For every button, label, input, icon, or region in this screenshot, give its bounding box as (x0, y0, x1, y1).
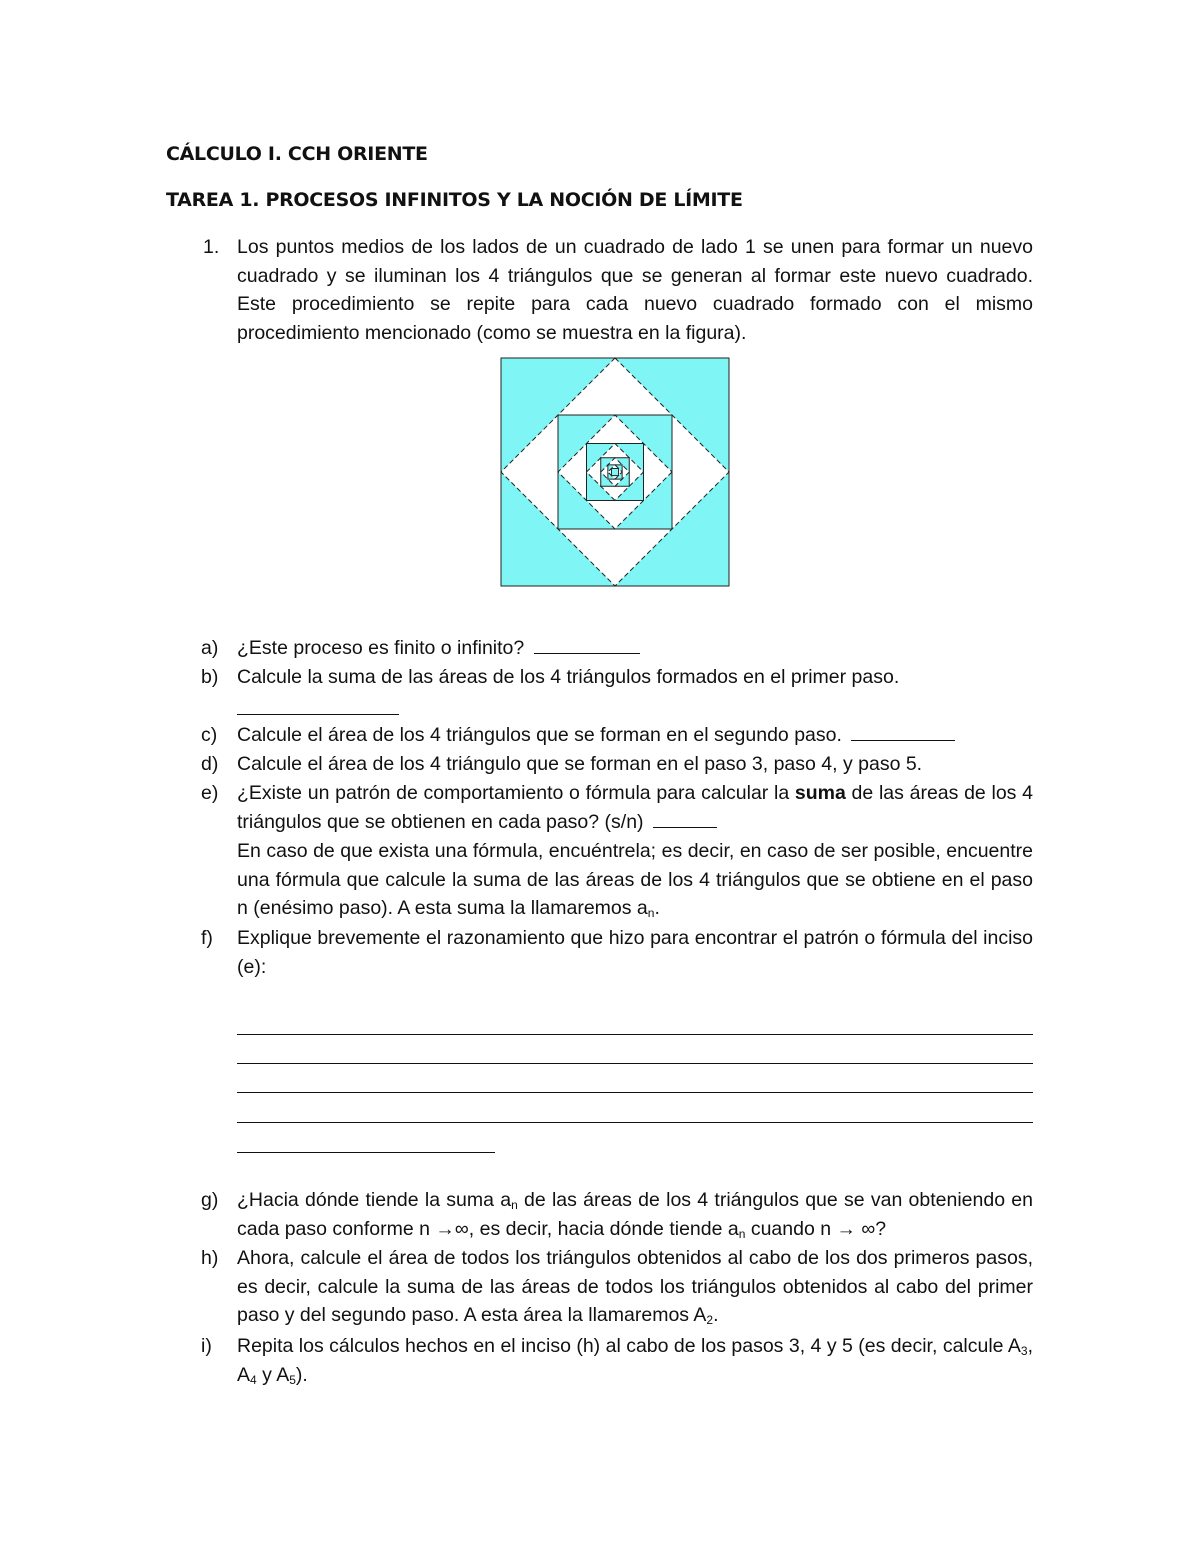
item-g (237, 1186, 1033, 1243)
item-i-t3: y A (256, 1363, 290, 1386)
item-e-text-pre: ¿Existe un patrón de comportamiento o fórmula para calcular la (237, 782, 795, 804)
item-d-text: Calcule el área de los 4 triángulo que se forman en el paso 3, paso 4, y paso 5. (237, 753, 923, 775)
item-i-label: i) (201, 1335, 212, 1357)
item-g-s1: n (511, 1198, 518, 1212)
document-title: CÁLCULO I. CCH ORIENTE (166, 143, 428, 165)
item-e-text-post: de las áreas de los 4 triángulos que se obtienen en cada paso? (s/n) (237, 782, 1033, 833)
item-h-t1: Ahora, calcule el área de todos los triángulos obtenidos al cabo de los dos primeros pasos, es decir, calcule la suma de las áreas de todos los triángulos obtenidos al cabo del primer paso y del segundo paso. A esta área la llamaremos A (237, 1247, 1033, 1326)
item-i-t4: ). (295, 1363, 308, 1386)
answer-blank-c[interactable] (851, 739, 955, 741)
item-e-text2: En caso de que exista una fórmula, encuéntrela; es decir, en caso de ser posible, encuentre una fórmula que calcule la suma de las áreas de los 4 triángulos que se obtiene en el paso n (enésimo paso). A esta suma la llamaremos a (237, 840, 1033, 919)
item-b-label: b) (201, 666, 219, 688)
item-g-t2: de las áreas de los 4 triángulos que se van obteniendo en cada paso conforme n →∞, es decir, hacia dónde tiende a (237, 1189, 1033, 1240)
item-f (237, 924, 1033, 981)
item-i-s2: 4 (250, 1372, 257, 1387)
item-g-label: g) (201, 1189, 219, 1211)
item-d-label: d) (201, 753, 219, 775)
item-e-sub-n: n (647, 906, 655, 920)
item-i-t1: Repita los cálculos hechos en el inciso (h) al cabo de los pasos 3, 4 y 5 (es decir, calcule A (237, 1335, 1021, 1357)
item-g-t3: cuando n → ∞? (745, 1217, 887, 1240)
item-e-text2-end: . (654, 897, 660, 919)
item-i (237, 1332, 1033, 1389)
item-a-text: ¿Este proceso es finito o infinito? (237, 637, 525, 659)
item-e-label: e) (201, 782, 219, 804)
item-h-s1: 2 (706, 1313, 714, 1327)
answer-line-f-2[interactable] (237, 1063, 1033, 1064)
item-g-t1: ¿Hacia dónde tiende la suma a (237, 1189, 512, 1211)
item-i-t2: , A (237, 1335, 1033, 1386)
answer-line-f-5[interactable] (237, 1152, 495, 1153)
item-b (237, 663, 1033, 692)
answer-line-f-4[interactable] (237, 1122, 1033, 1123)
item-f-text: Explique brevemente el razonamiento que hizo para encontrar el patrón o fórmula del inciso (e): (237, 927, 1033, 978)
item-c-text: Calcule el área de los 4 triángulos que se forman en el segundo paso. (237, 724, 842, 746)
item-e-part2 (237, 837, 1033, 923)
nested-square-10 (611, 468, 618, 475)
item-i-s1: 3 (1020, 1344, 1028, 1358)
item-d (237, 750, 1033, 779)
item-a (237, 634, 1033, 663)
document-subtitle: TAREA 1. PROCESOS INFINITOS Y LA NOCIÓN DE LÍMITE (166, 189, 743, 211)
item-h-t2: . (713, 1304, 719, 1326)
item-i-s3: 5 (289, 1372, 296, 1387)
item-h-label: h) (201, 1247, 219, 1269)
answer-line-f-1[interactable] (237, 1034, 1033, 1035)
item-h (237, 1244, 1033, 1330)
problem-statement: Los puntos medios de los lados de un cuadrado de lado 1 se unen para formar un nuevo cuadrado y se iluminan los 4 triángulos que se generan al formar este nuevo cuadrado. Este procedimiento se repite para cada nuevo cuadrado formado con el mismo procedimiento mencionado (como se muestra en la figura). (237, 236, 1033, 344)
nested-squares-figure (499, 356, 731, 588)
item-g-s2: n (738, 1226, 746, 1241)
item-e (237, 779, 1033, 836)
answer-line-f-3[interactable] (237, 1092, 1033, 1093)
item-b-text: Calcule la suma de las áreas de los 4 triángulos formados en el primer paso. (237, 666, 900, 688)
item-c (237, 721, 1033, 750)
item-e-text-bold: suma (794, 782, 846, 804)
item-c-label: c) (201, 724, 218, 746)
problem-number: 1. (203, 236, 220, 258)
answer-blank-a[interactable] (534, 652, 640, 654)
answer-blank-e[interactable] (653, 826, 717, 828)
answer-blank-b[interactable] (237, 714, 399, 715)
item-a-label: a) (201, 637, 219, 659)
item-f-label: f) (201, 927, 213, 949)
